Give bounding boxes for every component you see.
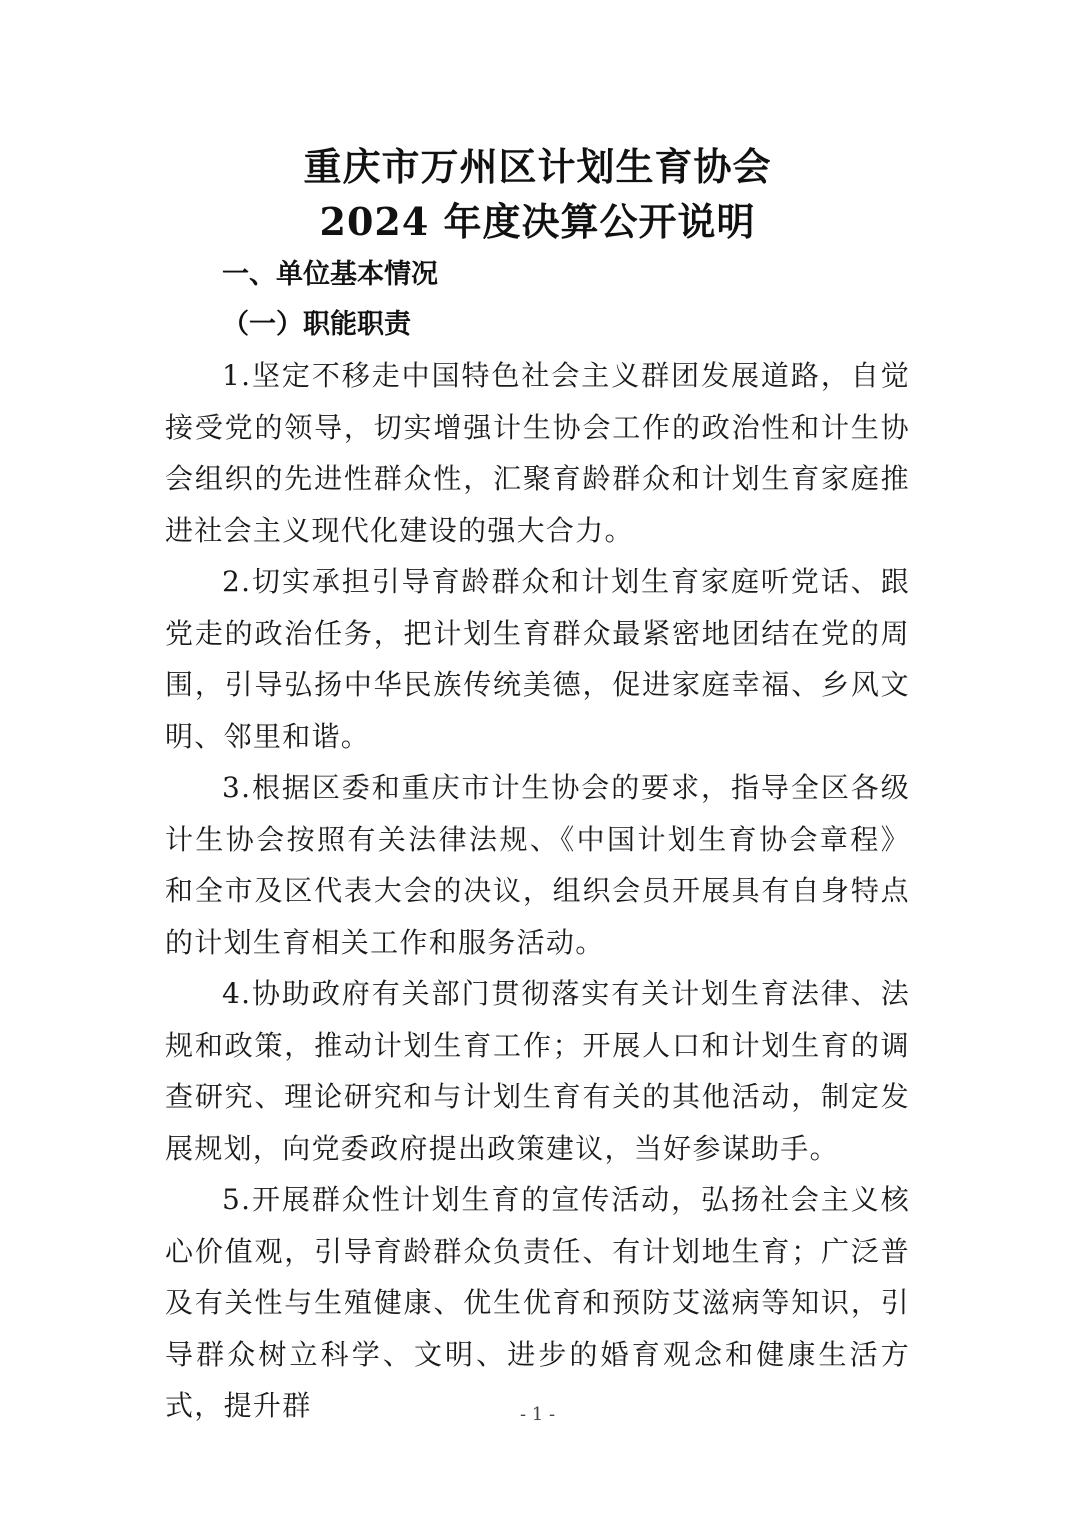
document-body — [165, 350, 910, 1432]
paragraph-1: 1.坚定不移走中国特色社会主义群团发展道路，自觉接受党的领导，切实增强计生协会工作的政治性和计生协会组织的先进性群众性，汇聚育龄群众和计划生育家庭推进社会主义现代化建设的强大合力。 — [165, 359, 910, 547]
document-title-line1: 重庆市万州区计划生育协会 — [303, 144, 772, 189]
document-title-line2: 2024 年度决算公开说明 — [319, 199, 756, 244]
page-number: - 1 - — [519, 1404, 556, 1425]
paragraph-2: 2.切实承担引导育龄群众和计划生育家庭听党话、跟党走的政治任务，把计划生育群众最紧密地团结在党的周围，引导弘扬中华民族传统美德，促进家庭幸福、乡风文明、邻里和谐。 — [165, 565, 910, 753]
paragraph-5: 5.开展群众性计划生育的宣传活动，弘扬社会主义核心价值观，引导育龄群众负责任、有计划地生育；广泛普及有关性与生殖健康、优生优育和预防艾滋病等知识，引导群众树立科学、文明、进步的婚育观念和健康生活方式，提升群 — [165, 1183, 910, 1422]
paragraph-4: 4.协助政府有关部门贯彻落实有关计划生育法律、法规和政策，推动计划生育工作；开展人口和计划生育的调查研究、理论研究和与计划生育有关的其他活动，制定发展规划，向党委政府提出政策建议，当好参谋助手。 — [165, 977, 910, 1165]
paragraph-3: 3.根据区委和重庆市计生协会的要求，指导全区各级计生协会按照有关法律法规、《中国计划生育协会章程》和全市及区代表大会的决议，组织会员开展具有自身特点的计划生育相关工作和服务活动。 — [165, 771, 910, 959]
section-heading-basic-info: 一、单位基本情况 — [222, 259, 438, 290]
subsection-heading-duties: （一）职能职责 — [222, 309, 411, 340]
